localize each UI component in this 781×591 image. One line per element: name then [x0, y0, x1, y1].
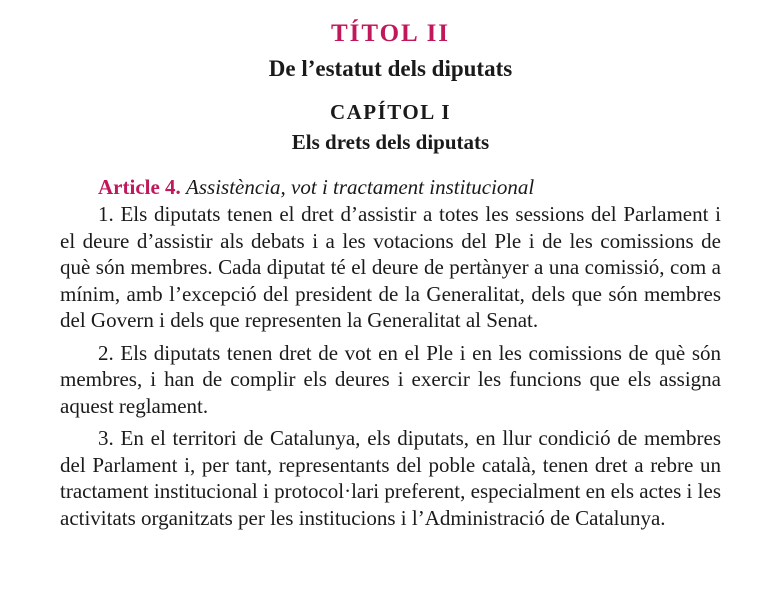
- article-paragraph-1: 1. Els diputats tenen el dret d’assistir a totes les sessions del Parlament i el deure d’assistir als debats i a les votacions del Ple i de les comissions de què són membres. Cada diputat té el deure de pertànyer a una comissió, com a mínim, amb l’excepció del president de la Generalitat, dels que són membres del Govern i dels que representen la Generalitat al Senat.: [60, 202, 721, 332]
- article-paragraph-3: 3. En el territori de Catalunya, els diputats, en llur condició de membres del Parlament i, per tant, representants del poble català, tenen dret a rebre un tractament institucional i protocol·lari preferent, especialment en els actes i les activitats organitzats per les institucions i l’Administració de Catalunya.: [60, 426, 721, 530]
- chapter-subtitle: Els drets dels diputats: [291, 130, 490, 154]
- article-title: Assistència, vot i tractament institucional: [186, 175, 535, 199]
- title-label: TÍTOL II: [330, 20, 451, 47]
- article-number: Article 4.: [98, 175, 181, 199]
- article-paragraph-2: 2. Els diputats tenen dret de vot en el Ple i en les comissions de què són membres, i han de complir els deures i exercir les funcions que els assigna aquest reglament.: [60, 340, 721, 418]
- title-subtitle: De l’estatut dels diputats: [268, 56, 513, 81]
- chapter-label: CAPÍTOL I: [329, 100, 452, 124]
- article-heading: [98, 174, 721, 201]
